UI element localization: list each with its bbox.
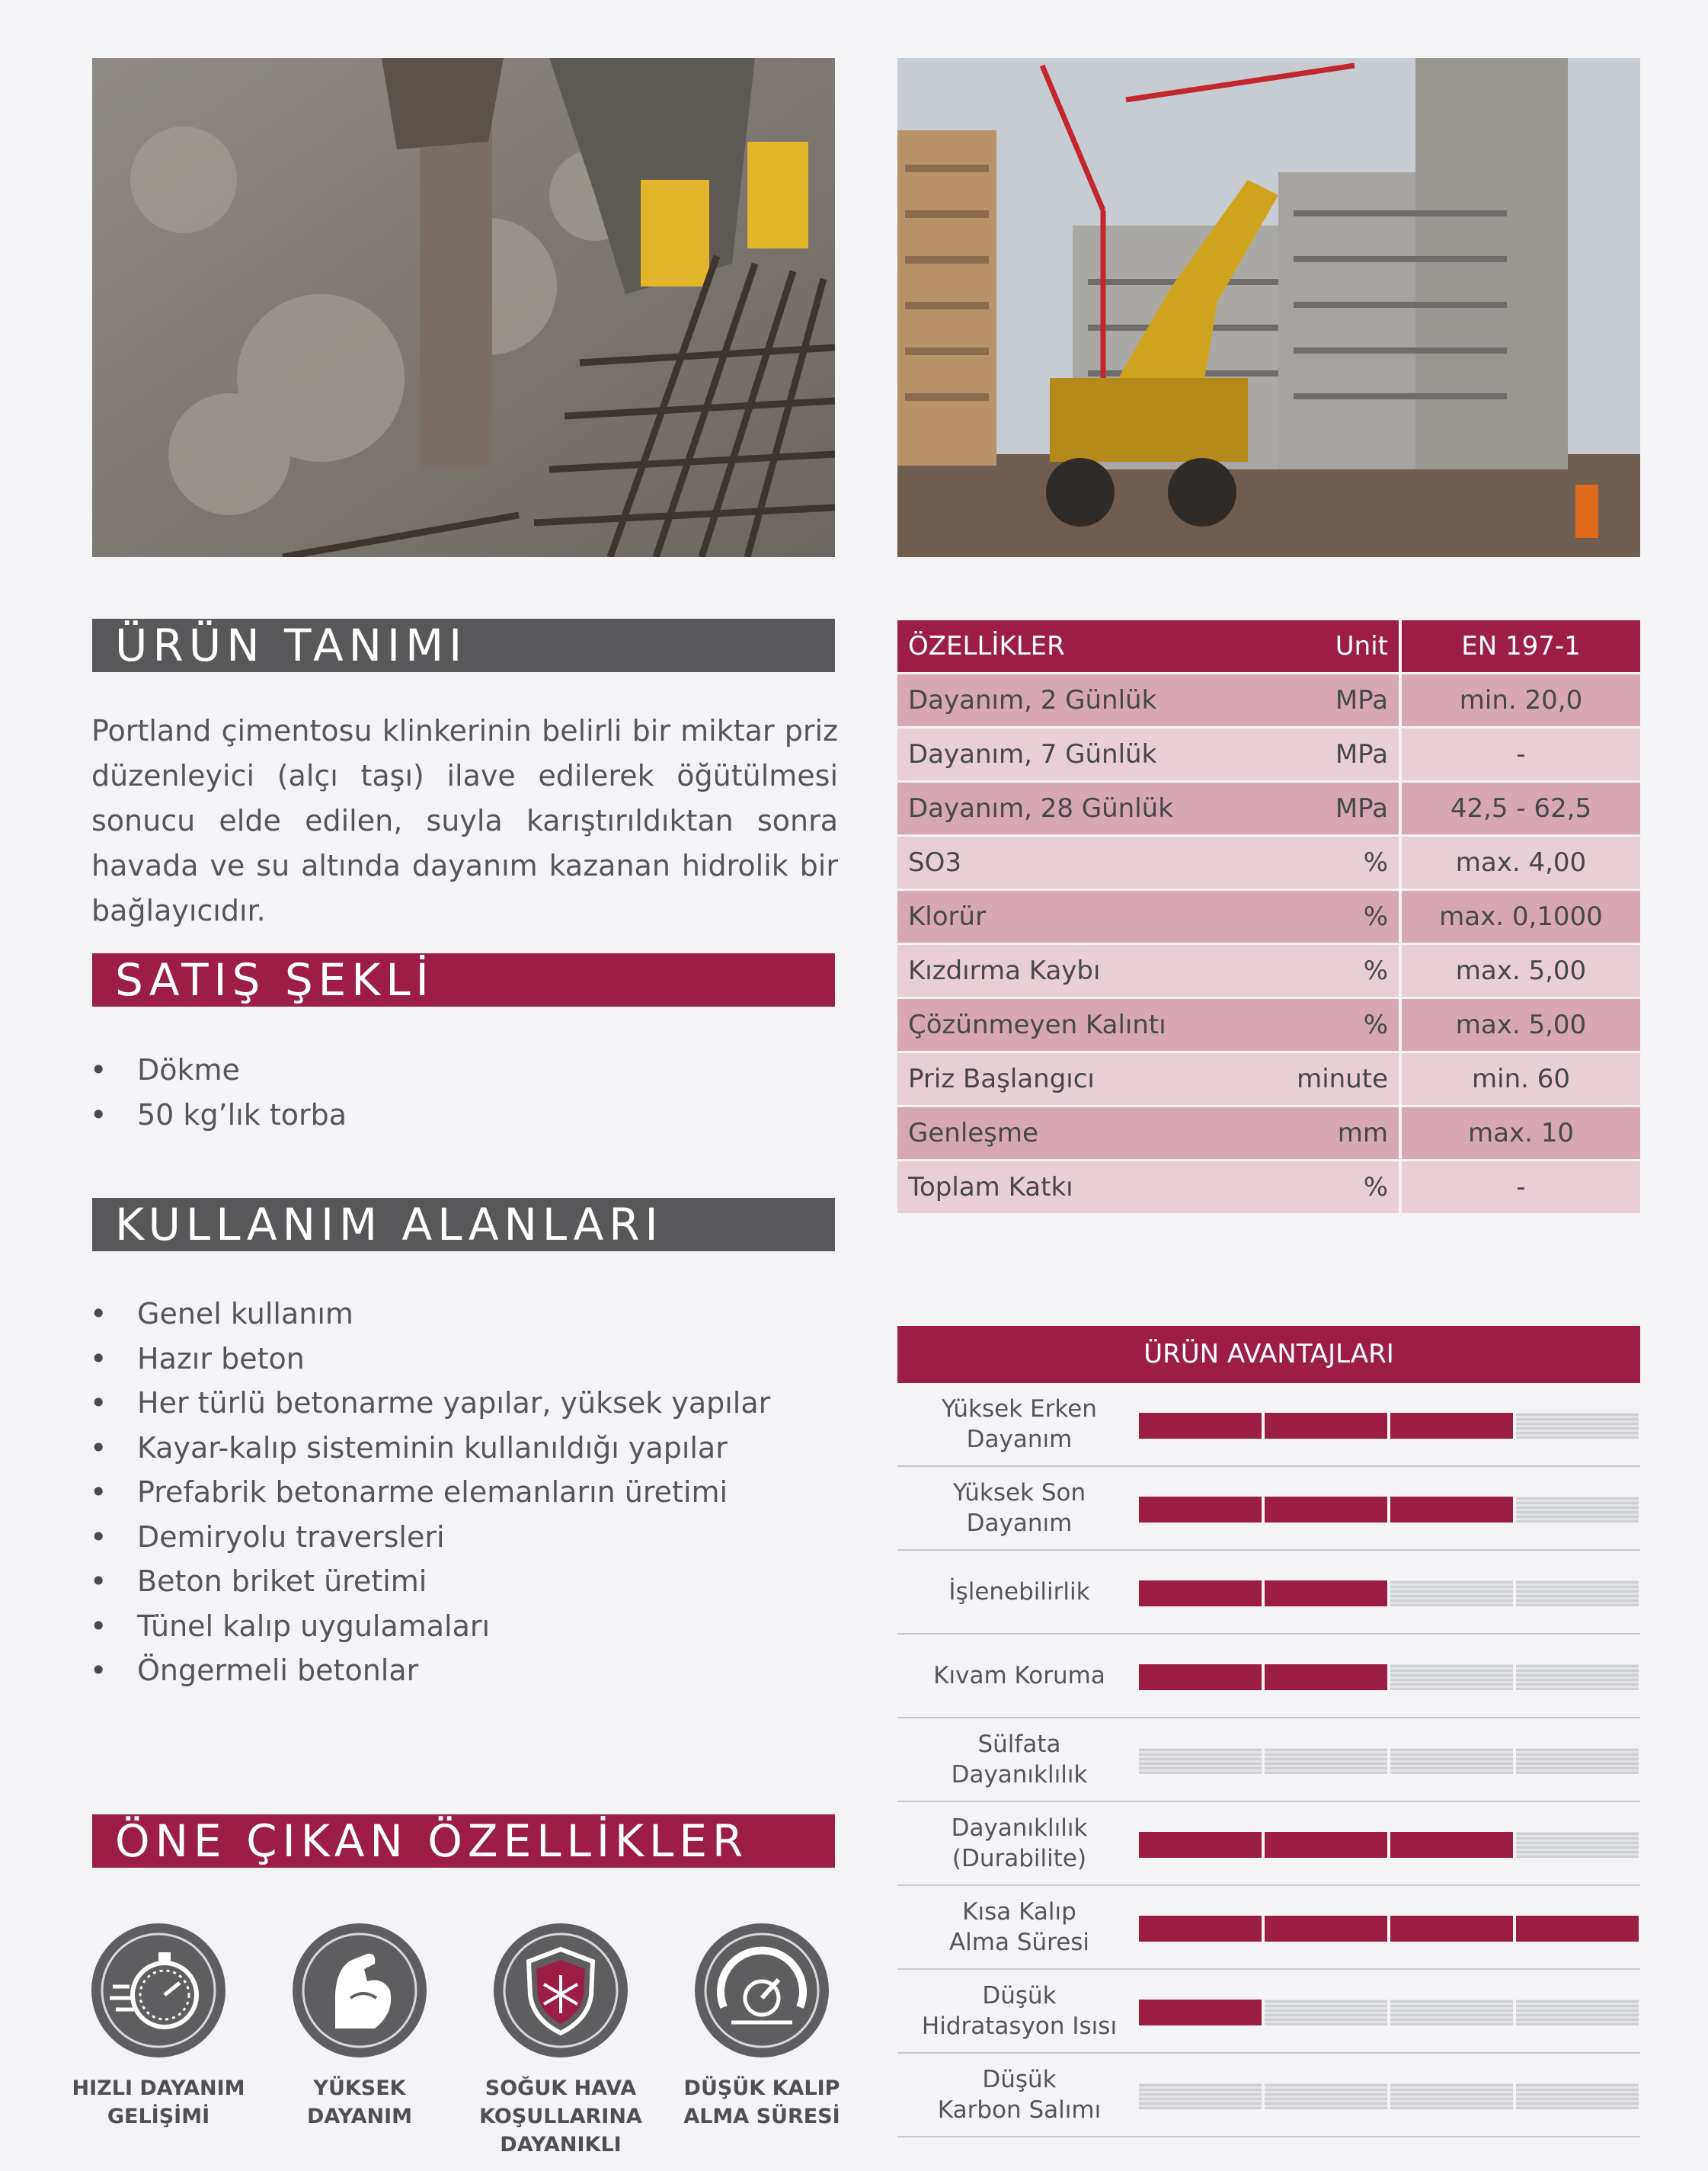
spec-name: Klorür [897, 890, 1282, 944]
table-row [897, 1106, 1640, 1161]
rating-segment-empty [1516, 1580, 1639, 1606]
spec-name: Dayanım, 7 Günlük [897, 728, 1282, 782]
rating-segment-empty [1139, 2083, 1262, 2109]
advantage-row [897, 2054, 1640, 2137]
advantage-rating-bar [1139, 1497, 1639, 1523]
advantage-label: İşlenebilirlik [948, 1578, 1090, 1606]
rating-segment-filled [1390, 1916, 1513, 1942]
rating-segment-empty [1516, 2083, 1639, 2109]
sales-form-list [90, 1048, 347, 1137]
advantage-row [897, 1718, 1640, 1802]
rating-segment-filled [1139, 1832, 1262, 1858]
advantage-row [897, 1383, 1640, 1467]
rating-segment-filled [1139, 1413, 1262, 1439]
list-item: • Demiryolu traversleri [90, 1515, 770, 1560]
advantage-rating-bar [1139, 2083, 1639, 2109]
advantage-row [897, 1886, 1640, 1970]
rating-segment-empty [1265, 2083, 1387, 2109]
rating-segment-empty [1390, 1580, 1513, 1606]
rating-segment-filled [1390, 1497, 1513, 1523]
rating-segment-empty [1390, 2000, 1513, 2025]
spec-name: Toplam Katkı [897, 1161, 1282, 1214]
rating-segment-empty [1265, 1748, 1387, 1774]
spec-unit: % [1282, 998, 1400, 1052]
advantage-rating-bar [1139, 1916, 1639, 1942]
spec-name: Genleşme [897, 1106, 1282, 1161]
table-row [897, 728, 1640, 782]
rating-segment-empty [1390, 1664, 1513, 1690]
rating-segment-filled [1516, 1916, 1639, 1942]
advantage-label: Düşük Karbon Salımı [937, 2066, 1102, 2124]
spec-value: max. 4,00 [1400, 836, 1640, 890]
spec-value: min. 20,0 [1400, 674, 1640, 728]
rating-segment-filled [1265, 1580, 1387, 1606]
advantage-label: Sülfata Dayanıklılık [951, 1731, 1088, 1788]
advantage-rating-bar [1139, 2000, 1639, 2025]
stopwatch-icon [90, 1922, 227, 2059]
advantage-label: Yüksek Erken Dayanım [942, 1395, 1097, 1453]
list-item: • Prefabrik betonarme elemanların üretimi [90, 1470, 770, 1515]
rating-segment-filled [1139, 2000, 1262, 2025]
spec-header-unit: Unit [1282, 620, 1400, 674]
spec-table [897, 620, 1640, 1213]
advantage-row [897, 1551, 1640, 1635]
spec-unit: MPa [1282, 782, 1400, 836]
table-row [897, 674, 1640, 728]
spec-unit: MPa [1282, 728, 1400, 782]
spec-value: max. 5,00 [1400, 944, 1640, 998]
advantage-rating-bar [1139, 1748, 1639, 1774]
list-item: • Dökme [90, 1048, 347, 1093]
rating-segment-empty [1516, 2000, 1639, 2025]
list-item: • Genel kullanım [90, 1292, 770, 1337]
spec-unit: % [1282, 1161, 1400, 1214]
advantage-row [897, 1635, 1640, 1718]
advantage-label: Yüksek Son Dayanım [952, 1479, 1086, 1537]
gauge-icon [693, 1922, 830, 2059]
sales-form-header [92, 953, 835, 1007]
rating-segment-empty [1516, 1748, 1639, 1774]
usage-areas-list [90, 1292, 770, 1693]
list-item: • Kayar-kalıp sisteminin kullanıldığı yapılar [90, 1426, 770, 1471]
spec-value: max. 10 [1400, 1106, 1640, 1161]
rating-segment-empty [1390, 1748, 1513, 1774]
rating-segment-filled [1390, 1832, 1513, 1858]
table-row [897, 1052, 1640, 1106]
spec-value: - [1400, 728, 1640, 782]
strong-arm-icon [291, 1922, 428, 2059]
list-item: • Her türlü betonarme yapılar, yüksek yapılar [90, 1381, 770, 1426]
rating-segment-filled [1265, 1413, 1387, 1439]
spec-unit: % [1282, 890, 1400, 944]
advantage-row [897, 1970, 1640, 2054]
rating-segment-empty [1390, 2083, 1513, 2109]
advantage-label: Kıvam Koruma [933, 1662, 1105, 1689]
sales-form-title: SATIŞ ŞEKLİ [115, 954, 434, 1006]
concrete-pouring-photo [92, 58, 835, 557]
rating-segment-empty [1516, 1664, 1639, 1690]
table-row [897, 782, 1640, 836]
rating-segment-filled [1265, 1832, 1387, 1858]
rating-segment-filled [1265, 1497, 1387, 1523]
rating-segment-filled [1265, 1664, 1387, 1690]
features-header [92, 1814, 835, 1868]
features-title: ÖNE ÇIKAN ÖZELLİKLER [115, 1815, 749, 1867]
rating-segment-filled [1390, 1413, 1513, 1439]
table-row [897, 1161, 1640, 1214]
snowflake-shield-icon [492, 1922, 629, 2059]
spec-name: Priz Başlangıcı [897, 1052, 1282, 1106]
advantage-label: Düşük Hidratasyon Isısı [921, 1982, 1118, 2040]
rating-segment-empty [1516, 1413, 1639, 1439]
advantage-rating-bar [1139, 1413, 1639, 1439]
table-row [897, 836, 1640, 890]
spec-name: Dayanım, 28 Günlük [897, 782, 1282, 836]
table-row [897, 890, 1640, 944]
advantage-row [897, 1467, 1640, 1551]
product-definition-title: ÜRÜN TANIMI [115, 620, 468, 671]
spec-name: Dayanım, 2 Günlük [897, 674, 1282, 728]
advantages-header: ÜRÜN AVANTAJLARI [897, 1326, 1640, 1383]
spec-unit: mm [1282, 1106, 1400, 1161]
advantage-rating-bar [1139, 1664, 1639, 1690]
spec-value: max. 0,1000 [1400, 890, 1640, 944]
rating-segment-empty [1139, 1748, 1262, 1774]
spec-header-standard: EN 197-1 [1400, 620, 1640, 674]
feature-label: HIZLI DAYANIM GELİŞİMİ [72, 2077, 245, 2128]
rating-segment-filled [1139, 1497, 1262, 1523]
spec-table-header [897, 620, 1640, 674]
spec-value: - [1400, 1161, 1640, 1214]
table-row [897, 944, 1640, 998]
spec-unit: MPa [1282, 674, 1400, 728]
product-definition-text: Portland çimentosu klinkerinin belirli bir miktar priz düzenleyici (alçı taşı) ilave edilerek öğütülmesi sonucu elde edilen, suyla karıştırıldıktan sonra havada ve su altında dayanım kazanan hidrolik bir bağlayıcıdır. [91, 714, 838, 927]
list-item: • Hazır beton [90, 1337, 770, 1382]
advantage-rating-bar [1139, 1580, 1639, 1606]
spec-value: 42,5 - 62,5 [1400, 782, 1640, 836]
spec-name: Kızdırma Kaybı [897, 944, 1282, 998]
spec-unit: % [1282, 836, 1400, 890]
feature-label: SOĞUK HAVA KOŞULLARINA DAYANIKLI [479, 2077, 642, 2157]
advantage-row [897, 1802, 1640, 1886]
feature-label: YÜKSEK DAYANIM [306, 2077, 413, 2128]
rating-segment-filled [1265, 1916, 1387, 1942]
spec-unit: % [1282, 944, 1400, 998]
rating-segment-filled [1139, 1664, 1262, 1690]
usage-areas-header [92, 1198, 835, 1251]
rating-segment-filled [1139, 1916, 1262, 1942]
usage-areas-title: KULLANIM ALANLARI [115, 1199, 664, 1250]
rating-segment-empty [1516, 1832, 1639, 1858]
spec-value: max. 5,00 [1400, 998, 1640, 1052]
spec-name: SO3 [897, 836, 1282, 890]
list-item: • Öngermeli betonlar [90, 1648, 770, 1693]
advantage-label: Dayanıklılık (Durabilite) [951, 1814, 1088, 1872]
list-item: • 50 kg’lık torba [90, 1093, 347, 1138]
list-item: • Beton briket üretimi [90, 1559, 770, 1604]
product-definition-header [92, 619, 835, 672]
rating-segment-filled [1139, 1580, 1262, 1606]
spec-header-property: ÖZELLİKLER [897, 620, 1282, 674]
advantage-label: Kısa Kalıp Alma Süresi [948, 1898, 1090, 1956]
rating-segment-empty [1516, 1497, 1639, 1523]
advantage-rating-bar [1139, 1832, 1639, 1858]
list-item: • Tünel kalıp uygulamaları [90, 1604, 770, 1649]
construction-site-photo [897, 58, 1640, 557]
advantages-list [897, 1383, 1640, 2137]
spec-value: min. 60 [1400, 1052, 1640, 1106]
rating-segment-empty [1265, 2000, 1387, 2025]
table-row [897, 998, 1640, 1052]
spec-name: Çözünmeyen Kalıntı [897, 998, 1282, 1052]
feature-label: DÜŞÜK KALIP ALMA SÜRESİ [683, 2077, 840, 2128]
spec-unit: minute [1282, 1052, 1400, 1106]
